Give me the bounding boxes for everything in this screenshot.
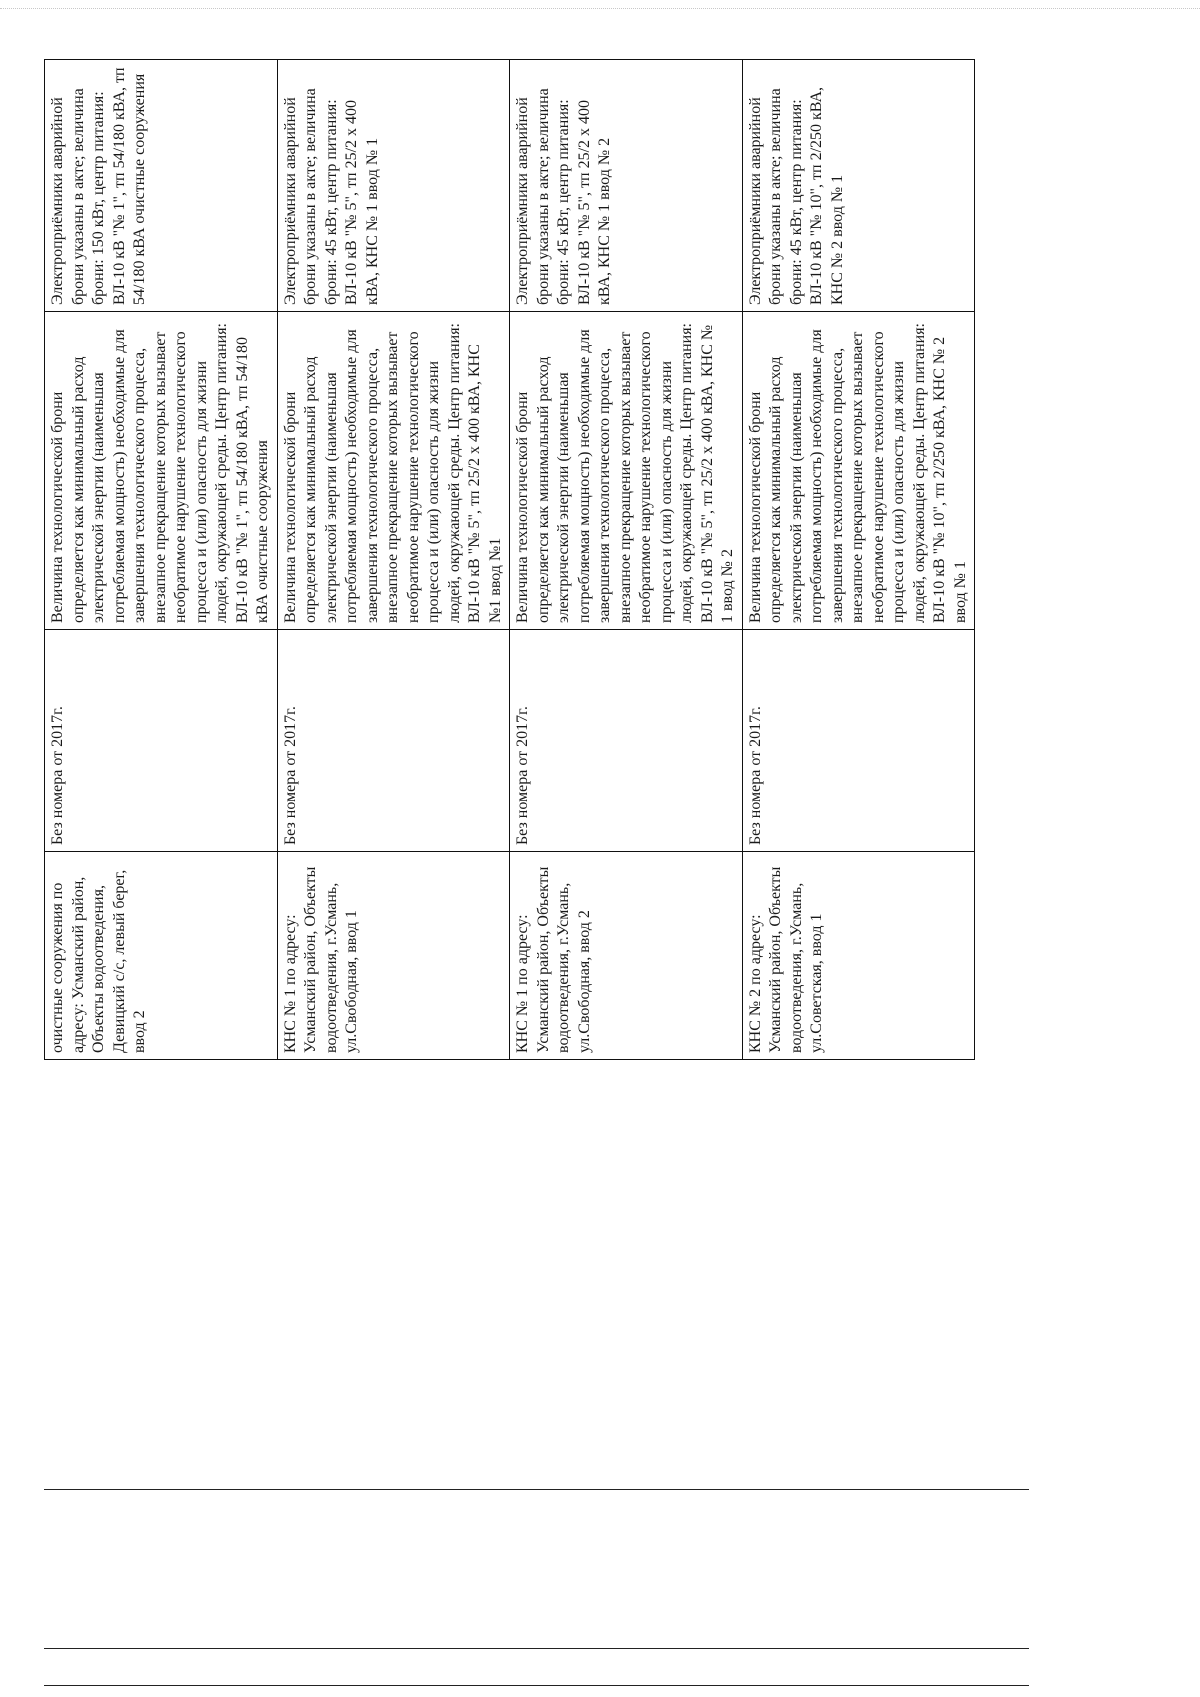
technological-reserve-cell: Величина технологической брони определяется как минимальный расход электрической энергии (наименьшая потребляемая мощность) необходимые для завершения технологического процесса, внезапное прекращение которых вызывает необратимое нарушение технологического процесса и (или) опасность для жизни людей, окружающей среды. Центр питания: ВЛ-10 кВ "№ 10", тп 2/250 кВА, КНС № 2 ввод № 1 — [742, 312, 975, 630]
technological-reserve-cell: Величина технологической брони определяется как минимальный расход электрической энергии (наименьшая потребляемая мощность) необходимые для завершения технологического процесса, внезапное прекращение которых вызывает необратимое нарушение технологического процесса и (или) опасность для жизни людей, окружающей среды. Центр питания: ВЛ-10 кВ "№ 1", тп 54/180 кВА, тп 54/180 кВА очистные сооружения — [45, 312, 278, 630]
emergency-reserve-cell: Электроприёмники аварийной брони указаны в акте; величина брони: 45 кВт, центр питания: ВЛ-10 кВ "№ 5", тп 25/2 х 400 кВА, КНС № 1 ввод № 2 — [510, 60, 743, 312]
emergency-reserve-table — [44, 59, 975, 1060]
object-cell: очистные сооружения по адресу: Усманский район, Объекты водоотведения, Девицкий с/с, левый берег, ввод 2 — [45, 852, 278, 1060]
object-cell: КНС № 2 по адресу: Усманский район, Объекты водоотведения, г.Усмань, ул.Советская, ввод 1 — [742, 852, 975, 1060]
emergency-reserve-cell: Электроприёмники аварийной брони указаны в акте; величина брони: 45 кВт, центр питания: ВЛ-10 кВ "№ 10", тп 2/250 кВА, КНС № 2 ввод № 1 — [742, 60, 975, 312]
table-row — [277, 60, 510, 1060]
document-cell: Без номера от 2017г. — [510, 630, 743, 852]
signature-line — [44, 1685, 1029, 1686]
emergency-reserve-cell: Электроприёмники аварийной брони указаны в акте; величина брони: 45 кВт, центр питания: ВЛ-10 кВ "№ 5", тп 25/2 х 400 кВА, КНС № 1 ввод № 1 — [277, 60, 510, 312]
technological-reserve-cell: Величина технологической брони определяется как минимальный расход электрической энергии (наименьшая потребляемая мощность) необходимые для завершения технологического процесса, внезапное прекращение которых вызывает необратимое нарушение технологического процесса и (или) опасность для жизни людей, окружающей среды. Центр питания: ВЛ-10 кВ "№ 5", тп 25/2 х 400 кВА, КНС № 1 ввод № 2 — [510, 312, 743, 630]
scan-top-edge — [0, 8, 1200, 9]
table-row — [742, 60, 975, 1060]
document-cell: Без номера от 2017г. — [277, 630, 510, 852]
object-cell: КНС № 1 по адресу: Усманский район, Объекты водоотведения, г.Усмань, ул.Свободная, ввод 1 — [277, 852, 510, 1060]
signature-line — [44, 1648, 1029, 1649]
table-row — [45, 60, 278, 1060]
technological-reserve-cell: Величина технологической брони определяется как минимальный расход электрической энергии (наименьшая потребляемая мощность) необходимые для завершения технологического процесса, внезапное прекращение которых вызывает необратимое нарушение технологического процесса и (или) опасность для жизни людей, окружающей среды. Центр питания: ВЛ-10 кВ "№ 5", тп 25/2 х 400 кВА, КНС №1 ввод №1 — [277, 312, 510, 630]
document-cell: Без номера от 2017г. — [742, 630, 975, 852]
document-cell: Без номера от 2017г. — [45, 630, 278, 852]
signature-line — [44, 1489, 1029, 1490]
emergency-reserve-cell: Электроприёмники аварийной брони указаны в акте; величина брони: 150 кВт, центр питания: ВЛ-10 кВ "№ 1", тп 54/180 кВА, тп 54/180 кВА очистные сооружения — [45, 60, 278, 312]
object-cell: КНС № 1 по адресу: Усманский район, Объекты водоотведения, г.Усмань, ул.Свободная, ввод 2 — [510, 852, 743, 1060]
table-row — [510, 60, 743, 1060]
rotated-table-container — [44, 60, 969, 1060]
